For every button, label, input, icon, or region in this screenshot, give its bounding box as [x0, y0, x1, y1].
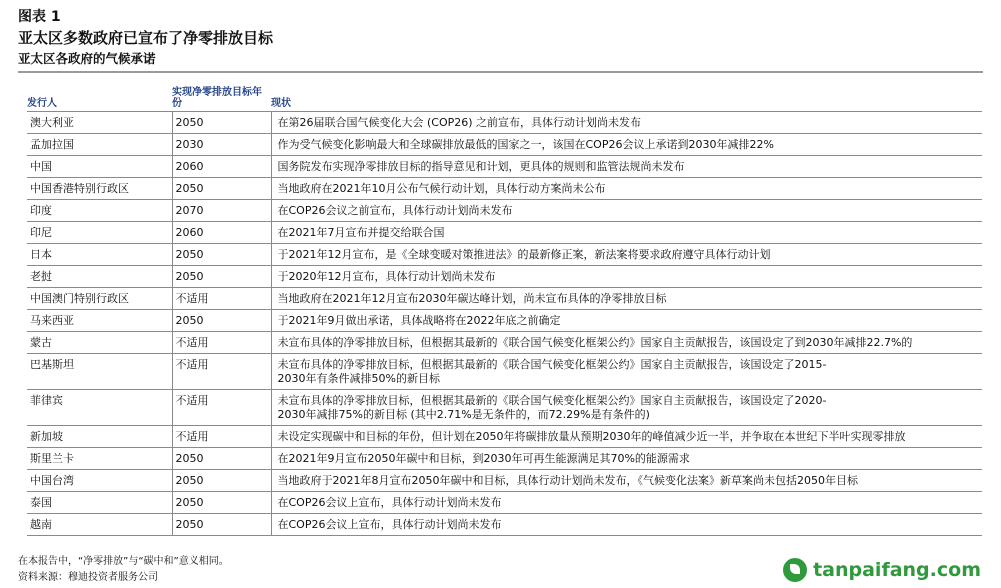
status-cell: 在COP26会议上宣布，具体行动计划尚未发布	[271, 514, 982, 536]
table-row	[27, 310, 982, 332]
issuer-cell: 越南	[27, 514, 172, 536]
page-title: 亚太区多数政府已宣布了净零排放目标	[18, 29, 274, 47]
year-cell: 2050	[172, 266, 271, 288]
issuer-cell: 中国澳门特别行政区	[27, 288, 172, 310]
issuer-cell: 印尼	[27, 222, 172, 244]
year-cell: 2050	[172, 514, 271, 536]
footnote: 在本报告中，“净零排放”与“碳中和”意义相同。	[18, 556, 229, 567]
year-cell: 2070	[172, 200, 271, 222]
issuer-cell: 菲律宾	[27, 390, 172, 426]
year-cell: 不适用	[172, 354, 271, 390]
table-row	[27, 332, 982, 354]
table-row	[27, 244, 982, 266]
table-row	[27, 426, 982, 448]
issuer-cell: 日本	[27, 244, 172, 266]
page-subtitle: 亚太区各政府的气候承诺	[18, 51, 156, 66]
table-row	[27, 266, 982, 288]
year-cell: 不适用	[172, 288, 271, 310]
issuer-cell: 中国	[27, 156, 172, 178]
status-cell: 当地政府在2021年12月宣布2030年碳达峰计划，尚未宣布具体的净零排放目标	[271, 288, 982, 310]
table-row	[27, 514, 982, 536]
table-row	[27, 492, 982, 514]
status-cell: 在2021年9月宣布2050年碳中和目标，到2030年可再生能源满足其70%的能源需求	[271, 448, 982, 470]
year-cell: 2050	[172, 448, 271, 470]
issuer-cell: 蒙古	[27, 332, 172, 354]
leaf-logo-icon	[783, 558, 807, 582]
status-cell: 于2021年12月宣布，是《全球变暖对策推进法》的最新修正案，新法案将要求政府遵守具体行动计划	[271, 244, 982, 266]
table-row	[27, 222, 982, 244]
source-note: 资料来源：穆迪投资者服务公司	[18, 572, 158, 583]
year-cell: 2050	[172, 244, 271, 266]
year-cell: 不适用	[172, 332, 271, 354]
status-cell: 未宣布具体的净零排放目标，但根据其最新的《联合国气候变化框架公约》国家自主贡献报告，该国设定了2015- 2030年有条件减排50%的新目标	[271, 354, 982, 390]
status-cell: 在2021年7月宣布并提交给联合国	[271, 222, 982, 244]
column-header-issuer: 发行人	[27, 81, 172, 112]
issuer-cell: 老挝	[27, 266, 172, 288]
issuer-cell: 澳大利亚	[27, 112, 172, 134]
issuer-cell: 巴基斯坦	[27, 354, 172, 390]
year-cell: 不适用	[172, 390, 271, 426]
table-row	[27, 112, 982, 134]
table-row	[27, 288, 982, 310]
year-cell: 2030	[172, 134, 271, 156]
table-row	[27, 134, 982, 156]
status-cell: 于2020年12月宣布，具体行动计划尚未发布	[271, 266, 982, 288]
table-body	[27, 112, 982, 536]
issuer-cell: 印度	[27, 200, 172, 222]
issuer-cell: 泰国	[27, 492, 172, 514]
table-row	[27, 200, 982, 222]
year-cell: 2060	[172, 222, 271, 244]
year-cell: 2050	[172, 178, 271, 200]
issuer-cell: 中国台湾	[27, 470, 172, 492]
issuer-cell: 孟加拉国	[27, 134, 172, 156]
status-cell: 于2021年9月做出承诺，具体战略将在2022年底之前确定	[271, 310, 982, 332]
top-divider	[18, 71, 983, 73]
status-cell: 作为受气候变化影响最大和全球碳排放最低的国家之一，该国在COP26会议上承诺到2030年减排22%	[271, 134, 982, 156]
table-row	[27, 390, 982, 426]
year-cell: 2060	[172, 156, 271, 178]
status-cell: 未设定实现碳中和目标的年份，但计划在2050年将碳排放量从预期2030年的峰值减少近一半，并争取在本世纪下半叶实现零排放	[271, 426, 982, 448]
status-cell: 在COP26会议上宣布，具体行动计划尚未发布	[271, 492, 982, 514]
year-cell: 2050	[172, 470, 271, 492]
column-header-status: 现状	[271, 81, 982, 112]
issuer-cell: 新加坡	[27, 426, 172, 448]
year-cell: 2050	[172, 492, 271, 514]
year-cell: 2050	[172, 112, 271, 134]
status-cell: 当地政府于2021年8月宣布2050年碳中和目标，具体行动计划尚未发布，《气候变化法案》新草案尚未包括2050年目标	[271, 470, 982, 492]
watermark	[783, 558, 981, 582]
figure-label: 图表 1	[18, 9, 61, 25]
status-cell: 国务院发布实现净零排放目标的指导意见和计划，更具体的规则和监管法规尚未发布	[271, 156, 982, 178]
status-cell: 在第26届联合国气候变化大会 (COP26) 之前宣布，具体行动计划尚未发布	[271, 112, 982, 134]
table-row	[27, 178, 982, 200]
table-row	[27, 354, 982, 390]
table-row	[27, 156, 982, 178]
issuer-cell: 中国香港特别行政区	[27, 178, 172, 200]
status-cell: 未宣布具体的净零排放目标，但根据其最新的《联合国气候变化框架公约》国家自主贡献报告，该国设定了到2030年减排22.7%的	[271, 332, 982, 354]
status-cell: 当地政府在2021年10月公布气候行动计划，具体行动方案尚未公布	[271, 178, 982, 200]
table-row	[27, 470, 982, 492]
year-cell: 不适用	[172, 426, 271, 448]
column-header-year: 实现净零排放目标年份	[172, 81, 271, 112]
table-header-row	[27, 81, 982, 112]
year-cell: 2050	[172, 310, 271, 332]
climate-commitments-table	[27, 81, 982, 536]
issuer-cell: 马来西亚	[27, 310, 172, 332]
table-row	[27, 448, 982, 470]
status-cell: 在COP26会议之前宣布，具体行动计划尚未发布	[271, 200, 982, 222]
status-cell: 未宣布具体的净零排放目标，但根据其最新的《联合国气候变化框架公约》国家自主贡献报告，该国设定了2020- 2030年减排75%的新目标 (其中2.71%是无条件的，而72.29%是有条件的)	[271, 390, 982, 426]
watermark-text: tanpaifang.com	[813, 559, 981, 581]
issuer-cell: 斯里兰卡	[27, 448, 172, 470]
